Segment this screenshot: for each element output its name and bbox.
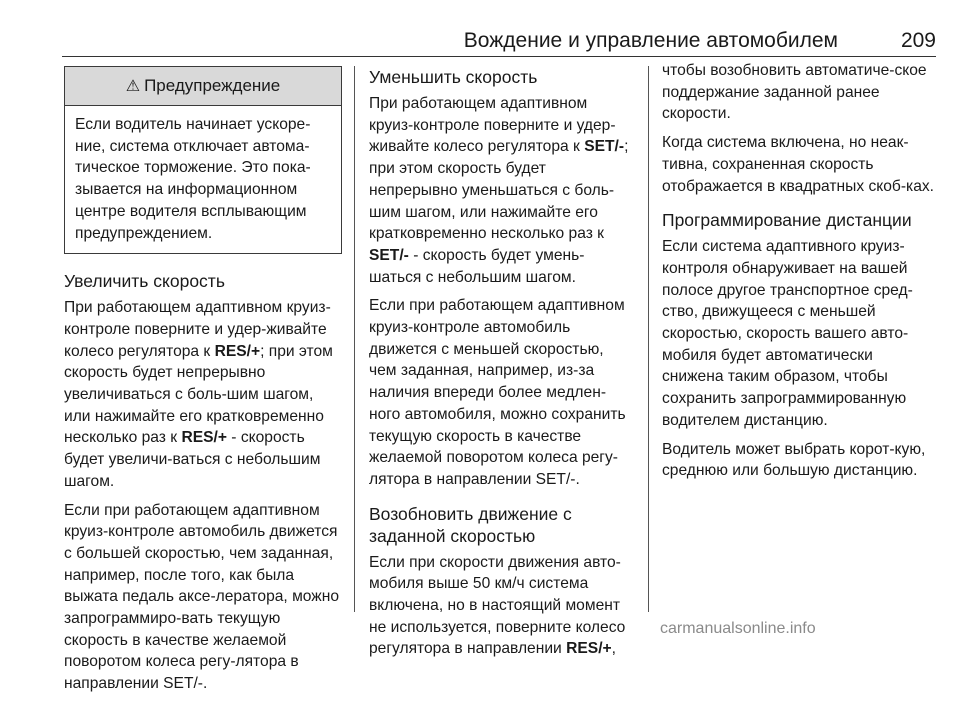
warning-text: Если водитель начинает ускоре-ние, система отключает автома-тическое торможение. Это пока-зывается на информационном центре водителя всплывающим предупреждением. bbox=[75, 116, 311, 242]
paragraph: Если при работающем адаптивном круиз-контроле автомобиль движется с большей скоростью, чем заданная, например, после того, как была выжата педаль аксе-лератора, можно запрограммиро-вать текущую скорость в качестве желаемой поворотом колеса регу-лятора в направлении SET/-. bbox=[64, 501, 340, 693]
column-1 bbox=[64, 66, 342, 702]
key-label: RES/+ bbox=[566, 640, 612, 658]
column-3 bbox=[662, 60, 937, 489]
header-rule bbox=[62, 56, 936, 57]
paragraph bbox=[369, 93, 635, 288]
text-run: При работающем адаптивном круиз-контроле поверните и удер-живайте колесо регулятора к bbox=[64, 299, 331, 360]
text-run: ; при этом скорость будет непрерывно увеличиваться с боль-шим шагом, или нажимайте его кратковременно несколько раз к bbox=[64, 342, 333, 447]
page-header-title: Вождение и управление автомобилем bbox=[463, 29, 838, 52]
heading-distance-programming: Программирование дистанции bbox=[662, 210, 912, 231]
paragraph: чтобы возобновить автоматиче-ское поддержание заданной ранее скорости. bbox=[662, 62, 927, 123]
text-run: - скорость будет увеличи-ваться с небольшим шагом. bbox=[64, 429, 321, 490]
warning-title: Предупреждение bbox=[144, 76, 281, 95]
paragraph: Если при работающем адаптивном круиз-контроле автомобиль движется с меньшей скоростью, чем заданная, например, из-за наличия впереди более медлен-ного автомобиля, можно сохранить текущую скорость в качестве желаемой поворотом колеса регу-лятора в направлении SET/-. bbox=[369, 297, 626, 488]
text-run: ; при этом скорость будет непрерывно уменьшаться с боль-шим шагом, или нажимайте его кратковременно несколько раз к bbox=[369, 138, 629, 243]
heading-resume-speed: Возобновить движение с заданной скоростью bbox=[369, 503, 572, 546]
paragraph: Если система адаптивного круиз-контроля обнаруживает на вашей полосе другое транспортное сред-ство, движущееся с меньшей скоростью, скорость вашего авто-мобиля будет автоматически снижена таким образом, чтобы сохранить запрограммированную водителем дистанцию. bbox=[662, 238, 913, 429]
page-number: 209 bbox=[900, 29, 936, 52]
column-divider-1 bbox=[354, 66, 355, 612]
text-run: , bbox=[611, 640, 616, 658]
warning-triangle-icon: ⚠ bbox=[125, 78, 141, 95]
column-divider-2 bbox=[648, 66, 649, 612]
key-label: RES/+ bbox=[181, 429, 227, 447]
column-2 bbox=[369, 66, 635, 667]
paragraph bbox=[369, 552, 635, 661]
warning-box bbox=[64, 66, 342, 254]
paragraph: Когда система включена, но неак-тивна, сохраненная скорость отображается в квадратных скоб-ках. bbox=[662, 134, 935, 195]
heading-increase-speed: Увеличить скорость bbox=[64, 271, 225, 292]
heading-decrease-speed: Уменьшить скорость bbox=[369, 67, 538, 87]
key-label: SET/- bbox=[584, 138, 625, 156]
paragraph: Водитель может выбрать корот-кую, среднюю или большую дистанцию. bbox=[662, 440, 926, 480]
text-run: Если при скорости движения авто-мобиля выше 50 км/ч система включена, но в настоящий момент не используется, поверните колесо регулятора в направлении bbox=[369, 553, 626, 658]
text-run: При работающем адаптивном круиз-контроле поверните и удер-живайте колесо регулятора к bbox=[369, 95, 616, 156]
text-run: - скорость будет умень-шаться с небольшим шагом. bbox=[369, 246, 585, 286]
paragraph bbox=[64, 297, 342, 492]
warning-header bbox=[65, 67, 341, 106]
watermark: carmanualsonline.info bbox=[660, 620, 816, 637]
key-label: SET/- bbox=[369, 246, 409, 264]
key-label: RES/+ bbox=[214, 342, 261, 360]
